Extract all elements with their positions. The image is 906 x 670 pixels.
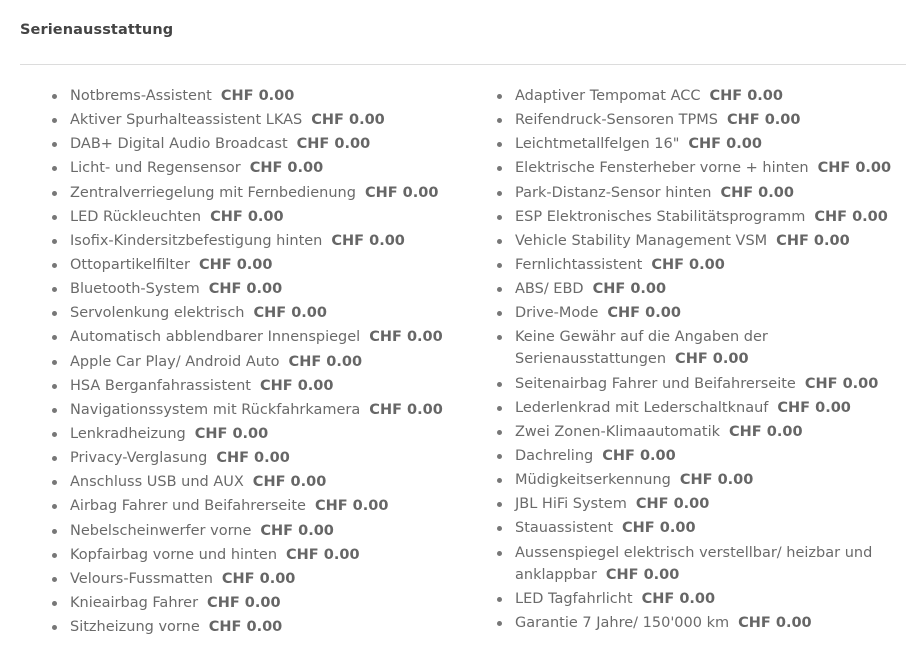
equipment-item-name: Ottopartikelfilter	[70, 256, 190, 273]
equipment-item-name: Sitzheizung vorne	[70, 619, 200, 636]
equipment-item	[497, 206, 897, 228]
equipment-item-price: CHF 0.00	[720, 184, 794, 201]
equipment-item-price: CHF 0.00	[776, 232, 850, 249]
bullet-icon	[497, 526, 502, 531]
equipment-item-price: CHF 0.00	[252, 474, 327, 491]
equipment-item-name: Zwei Zonen-Klimaautomatik	[515, 423, 721, 440]
equipment-item-name: Reifendruck-Sensoren TPMS	[515, 112, 718, 129]
equipment-item-price: CHF 0.00	[207, 594, 281, 611]
equipment-item-price: CHF 0.00	[651, 256, 725, 273]
equipment-item-price: CHF 0.00	[314, 498, 389, 515]
equipment-item	[52, 447, 482, 469]
bullet-icon	[52, 625, 57, 630]
equipment-item-name: Elektrische Fensterheber vorne + hinten	[515, 160, 809, 177]
equipment-item-price: CHF 0.00	[688, 136, 762, 153]
bullet-icon	[52, 360, 57, 365]
bullet-icon	[52, 529, 57, 534]
bullet-icon	[52, 142, 57, 147]
equipment-item-price: CHF 0.00	[208, 281, 283, 298]
equipment-item-price: CHF 0.00	[817, 160, 892, 177]
equipment-item	[52, 399, 482, 421]
equipment-item-price: CHF 0.00	[220, 88, 295, 104]
equipment-item-name: Garantie 7 Jahre/ 150'000 km	[515, 614, 730, 631]
equipment-item-name: DAB+ Digital Audio Broadcast	[70, 136, 288, 153]
equipment-item-price: CHF 0.00	[194, 425, 269, 442]
bullet-icon	[497, 215, 502, 220]
bullet-icon	[52, 287, 57, 292]
equipment-item-price: CHF 0.00	[729, 423, 803, 440]
equipment-item-price: CHF 0.00	[210, 208, 284, 225]
equipment-item	[52, 254, 482, 276]
equipment-item-name: Lederlenkrad mit Lederschaltknauf	[515, 399, 769, 416]
equipment-item	[52, 544, 482, 566]
equipment-item	[52, 85, 482, 107]
bullet-icon	[52, 504, 57, 509]
equipment-item-name: Drive-Mode	[515, 305, 599, 322]
equipment-item-name: Airbag Fahrer und Beifahrerseite	[70, 498, 306, 515]
equipment-item-price: CHF 0.00	[198, 256, 273, 273]
equipment-item	[497, 469, 897, 491]
bullet-icon	[52, 384, 57, 389]
equipment-item-price: CHF 0.00	[286, 546, 360, 563]
equipment-item	[52, 302, 482, 324]
equipment-item	[52, 133, 482, 155]
bullet-icon	[497, 311, 502, 316]
equipment-item	[52, 592, 482, 614]
equipment-item	[497, 302, 897, 324]
bullet-icon	[52, 553, 57, 558]
equipment-item-price: CHF 0.00	[592, 281, 667, 298]
bullet-icon	[497, 502, 502, 507]
equipment-item	[52, 278, 482, 300]
equipment-list-right	[497, 85, 897, 636]
bullet-icon	[52, 215, 57, 220]
equipment-item-price: CHF 0.00	[331, 232, 405, 249]
bullet-icon	[497, 382, 502, 387]
equipment-item-name: Licht- und Regensensor	[70, 160, 241, 177]
bullet-icon	[497, 406, 502, 411]
bullet-icon	[497, 239, 502, 244]
bullet-icon	[52, 601, 57, 606]
equipment-item-name: LED Rückleuchten	[70, 208, 202, 225]
bullet-icon	[52, 263, 57, 268]
equipment-item-price: CHF 0.00	[296, 136, 371, 153]
section-divider	[20, 64, 906, 65]
equipment-item-name: Seitenairbag Fahrer und Beifahrerseite	[515, 375, 796, 392]
equipment-item-name: Bluetooth-System	[70, 281, 200, 298]
equipment-item-price: CHF 0.00	[260, 522, 334, 539]
equipment-item-name: Park-Distanz-Sensor hinten	[515, 184, 712, 201]
bullet-icon	[497, 166, 502, 171]
equipment-item-name: Aktiver Spurhalteassistent LKAS	[70, 112, 303, 129]
equipment-item-price: CHF 0.00	[635, 496, 710, 513]
equipment-item-price: CHF 0.00	[221, 570, 296, 587]
bullet-icon	[52, 191, 57, 196]
equipment-item	[497, 421, 897, 443]
equipment-item-price: CHF 0.00	[216, 450, 290, 467]
equipment-item-price: CHF 0.00	[738, 614, 812, 631]
bullet-icon	[52, 335, 57, 340]
equipment-item-price: CHF 0.00	[709, 88, 783, 104]
equipment-item	[52, 495, 482, 517]
equipment-item-name: Fernlichtassistent	[515, 256, 643, 273]
equipment-item-name: Velours-Fussmatten	[70, 570, 213, 587]
equipment-item-price: CHF 0.00	[605, 566, 680, 583]
bullet-icon	[52, 118, 57, 123]
equipment-item	[497, 542, 897, 586]
equipment-item-name: Knieairbag Fahrer	[70, 594, 199, 611]
equipment-item-price: CHF 0.00	[259, 377, 334, 394]
equipment-item	[497, 517, 897, 539]
equipment-item-name: Leichtmetallfelgen 16"	[515, 136, 680, 153]
bullet-icon	[52, 311, 57, 316]
equipment-item-price: CHF 0.00	[602, 447, 676, 464]
equipment-item-price: CHF 0.00	[622, 520, 696, 537]
equipment-item	[52, 206, 482, 228]
bullet-icon	[52, 432, 57, 437]
bullet-icon	[52, 456, 57, 461]
equipment-item-name: HSA Berganfahrassistent	[70, 377, 251, 394]
equipment-item-price: CHF 0.00	[607, 305, 681, 322]
equipment-item	[497, 85, 897, 107]
equipment-item-name: Keine Gewähr auf die Angaben der Serienausstattungen	[515, 329, 768, 368]
bullet-icon	[497, 263, 502, 268]
bullet-icon	[497, 430, 502, 435]
equipment-item-name: Zentralverriegelung mit Fernbedienung	[70, 184, 356, 201]
equipment-item	[52, 375, 482, 397]
bullet-icon	[497, 142, 502, 147]
equipment-item	[52, 471, 482, 493]
equipment-item	[52, 520, 482, 542]
equipment-item	[497, 182, 897, 204]
equipment-item	[497, 230, 897, 252]
equipment-item	[497, 326, 897, 370]
equipment-item-price: CHF 0.00	[369, 401, 443, 418]
equipment-item-price: CHF 0.00	[804, 375, 879, 392]
equipment-item-price: CHF 0.00	[208, 619, 283, 636]
bullet-icon	[497, 551, 502, 556]
equipment-item-name: Müdigkeitserkennung	[515, 472, 671, 489]
section-title: Serienausstattung	[20, 22, 174, 38]
equipment-item-name: Nebelscheinwerfer vorne	[70, 522, 252, 539]
equipment-item	[497, 133, 897, 155]
bullet-icon	[497, 335, 502, 340]
equipment-item-name: ESP Elektronisches Stabilitätsprogramm	[515, 208, 806, 225]
equipment-item	[52, 326, 482, 348]
bullet-icon	[497, 597, 502, 602]
bullet-icon	[52, 480, 57, 485]
equipment-item	[497, 373, 897, 395]
equipment-item	[52, 109, 482, 131]
bullet-icon	[497, 621, 502, 626]
equipment-item-price: CHF 0.00	[253, 305, 327, 322]
equipment-list-left	[52, 85, 482, 640]
bullet-icon	[52, 408, 57, 413]
bullet-icon	[497, 118, 502, 123]
equipment-item-price: CHF 0.00	[777, 399, 851, 416]
equipment-item	[52, 351, 482, 373]
equipment-item-name: Automatisch abblendbarer Innenspiegel	[70, 329, 361, 346]
equipment-item-price: CHF 0.00	[814, 208, 888, 225]
equipment-item-price: CHF 0.00	[311, 112, 385, 129]
equipment-item	[497, 278, 897, 300]
bullet-icon	[52, 577, 57, 582]
equipment-item-name: Stauassistent	[515, 520, 614, 537]
equipment-item	[52, 568, 482, 590]
equipment-item-name: Servolenkung elektrisch	[70, 305, 245, 322]
equipment-item-name: JBL HiFi System	[515, 496, 627, 513]
equipment-item-name: LED Tagfahrlicht	[515, 590, 633, 607]
equipment-item-price: CHF 0.00	[364, 184, 439, 201]
equipment-item	[52, 157, 482, 179]
equipment-item-name: Navigationssystem mit Rückfahrkamera	[70, 401, 361, 418]
equipment-item-name: Notbrems-Assistent	[70, 88, 212, 104]
equipment-item-name: Isofix-Kindersitzbefestigung hinten	[70, 232, 323, 249]
equipment-item-price: CHF 0.00	[249, 160, 324, 177]
equipment-item	[52, 616, 482, 638]
bullet-icon	[497, 94, 502, 99]
equipment-item	[497, 493, 897, 515]
equipment-item-name: Lenkradheizung	[70, 425, 186, 442]
equipment-item-name: Aussenspiegel elektrisch verstellbar/ heizbar und anklappbar	[515, 544, 873, 583]
bullet-icon	[52, 239, 57, 244]
equipment-item-price: CHF 0.00	[369, 329, 443, 346]
bullet-icon	[497, 454, 502, 459]
equipment-item	[497, 157, 897, 179]
equipment-item	[497, 612, 897, 634]
equipment-item	[497, 445, 897, 467]
bullet-icon	[497, 191, 502, 196]
equipment-item-name: Adaptiver Tempomat ACC	[515, 88, 701, 104]
equipment-item-name: ABS/ EBD	[515, 281, 584, 298]
bullet-icon	[52, 94, 57, 99]
equipment-item-name: Kopfairbag vorne und hinten	[70, 546, 278, 563]
equipment-item-price: CHF 0.00	[675, 351, 749, 368]
equipment-item-price: CHF 0.00	[679, 472, 754, 489]
equipment-item-name: Privacy-Verglasung	[70, 450, 208, 467]
equipment-item-name: Anschluss USB und AUX	[70, 474, 244, 491]
equipment-item	[52, 230, 482, 252]
equipment-item	[497, 109, 897, 131]
equipment-item-name: Vehicle Stability Management VSM	[515, 232, 768, 249]
equipment-item-price: CHF 0.00	[641, 590, 716, 607]
bullet-icon	[497, 478, 502, 483]
equipment-item	[52, 182, 482, 204]
equipment-item-price: CHF 0.00	[288, 353, 363, 370]
equipment-item	[497, 254, 897, 276]
equipment-item-name: Apple Car Play/ Android Auto	[70, 353, 280, 370]
equipment-item-price: CHF 0.00	[726, 112, 801, 129]
equipment-item-name: Dachreling	[515, 447, 594, 464]
bullet-icon	[497, 287, 502, 292]
equipment-item	[497, 397, 897, 419]
bullet-icon	[52, 166, 57, 171]
equipment-item	[52, 423, 482, 445]
equipment-item	[497, 588, 897, 610]
